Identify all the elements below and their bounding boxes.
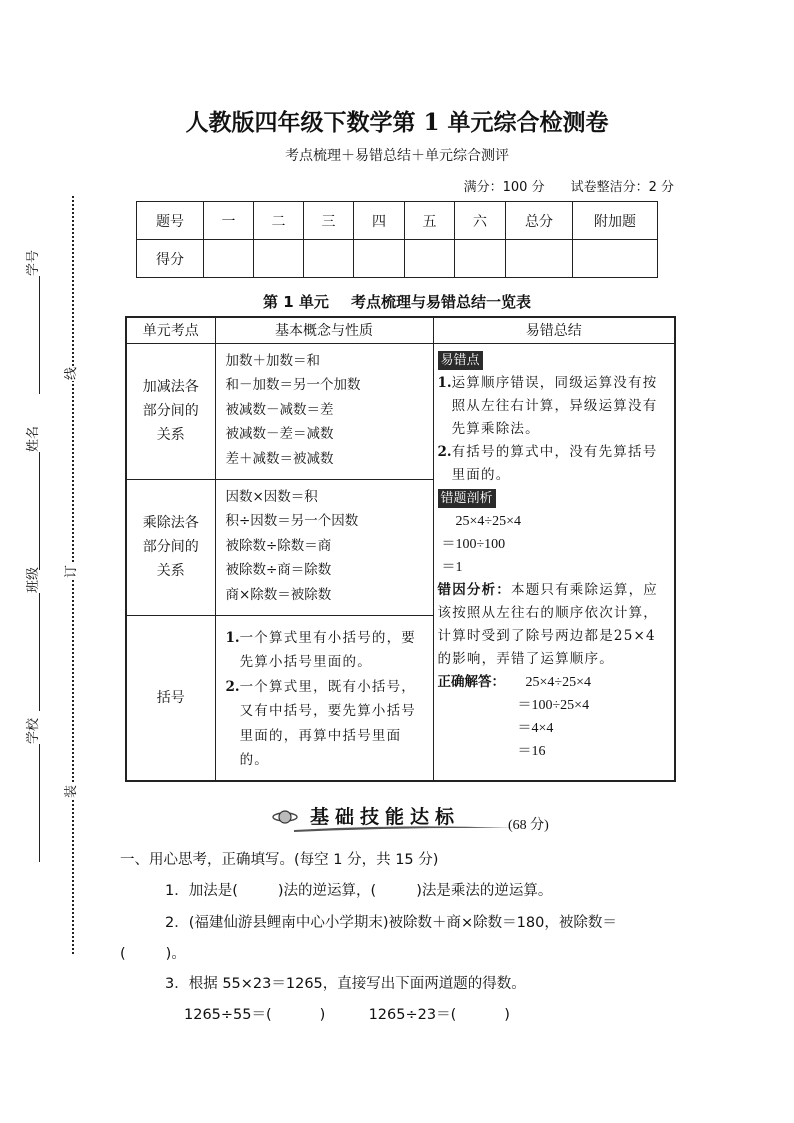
concept-line: 被除数÷除数＝商 — [225, 537, 332, 554]
score-header-cell: 题号 — [137, 202, 204, 240]
score-header-cell: 二 — [254, 202, 304, 240]
cut-char-xian: 线 — [60, 366, 79, 381]
score-meta — [464, 176, 674, 195]
score-header-cell: 一 — [204, 202, 254, 240]
concept-line: 积÷因数＝另一个因数 — [225, 513, 359, 529]
question-2: 2．(福建仙游县鲤南中心小学期末)被除数＋商×除数＝180，被除数＝ — [165, 915, 617, 931]
concept-cell — [215, 615, 433, 781]
topic-line: 加减法各 — [142, 379, 199, 395]
page-title: 人教版四年级下数学第 1 单元综合检测卷 — [185, 109, 609, 136]
banner-title: 基础技能达标 — [310, 806, 461, 828]
topic-cell — [126, 479, 215, 615]
score-cell[interactable] — [405, 240, 455, 278]
cut-char-zhuang: 装 — [60, 784, 79, 799]
summary-row-addsub — [126, 343, 675, 479]
binding-margin — [0, 0, 110, 1123]
correct-answer-line: ＝4×4 — [517, 720, 554, 736]
score-cell[interactable] — [455, 240, 506, 278]
correct-answer-line: ＝100÷25×4 — [517, 697, 590, 713]
topic-line: 部分间的 — [142, 539, 199, 555]
class-field[interactable] — [22, 567, 41, 713]
error-cause-label: 错因分析： — [437, 581, 511, 598]
concept-line: 商×除数＝被除数 — [225, 586, 332, 603]
error-item-text: 有括号的算式中，没有先算括号里面的。 — [451, 443, 658, 483]
bracket-rule-number: 1. — [225, 629, 240, 646]
question-3-sub — [184, 1003, 510, 1024]
name-line — [28, 452, 40, 570]
bracket-rule-text: 一个算式里有小括号的，要先算小括号里面的。 — [239, 629, 416, 670]
section-1-heading: 一、用心思考，正确填写。(每空 1 分，共 15 分) — [120, 852, 439, 868]
score-cell[interactable] — [204, 240, 254, 278]
error-item-text: 运算顺序错误，同级运算没有按照从左往右计算，异级运算没有先算乘除法。 — [451, 374, 658, 437]
score-header-cell: 总分 — [506, 202, 573, 240]
score-value-row — [137, 240, 658, 278]
score-cell[interactable] — [354, 240, 405, 278]
question-1 — [165, 879, 552, 900]
score-table — [136, 201, 658, 278]
topic-line: 关系 — [156, 563, 185, 579]
bracket-rule — [226, 675, 429, 773]
student-id-field[interactable] — [22, 250, 41, 396]
full-score: 满分：100 分 — [463, 180, 545, 195]
score-row-label: 得分 — [137, 240, 204, 278]
wrong-calc-line: ＝100÷100 — [441, 536, 506, 552]
school-label: 学校 — [26, 717, 41, 744]
topic-line: 乘除法各 — [142, 515, 199, 531]
concept-cell — [215, 479, 433, 615]
wrong-calc-line: 25×4÷25×4 — [455, 513, 521, 529]
question-1-text: )法是乘法的逆运算。 — [416, 883, 553, 899]
name-field[interactable] — [22, 426, 41, 572]
concept-line: 因数×因数＝积 — [225, 488, 318, 505]
score-header-cell: 四 — [354, 202, 405, 240]
score-cell[interactable] — [304, 240, 354, 278]
topic-line: 括号 — [156, 689, 185, 706]
score-cell[interactable] — [506, 240, 573, 278]
correct-answer-line: 25×4÷25×4 — [525, 674, 591, 690]
cut-char-ding: 订 — [60, 564, 79, 579]
error-cause-text: 本题只有乘除运算，应该按照从左往右的顺序依次计算，计算时受到了除号两边都是25×4 的影响，弄错了运算顺序。 — [437, 581, 658, 667]
topic-line: 部分间的 — [142, 403, 199, 419]
score-cell[interactable] — [573, 240, 658, 278]
school-line — [28, 744, 40, 862]
summary-table — [125, 316, 676, 782]
topic-line: 关系 — [156, 427, 185, 443]
bracket-rule-text: 一个算式里，既有小括号，又有中括号，要先算小括号里面的，再算中括号里面的。 — [239, 678, 416, 768]
score-header-cell: 附加题 — [573, 202, 658, 240]
error-cause — [438, 579, 671, 671]
student-id-label: 学号 — [26, 249, 41, 276]
correct-answer-line: ＝16 — [517, 743, 546, 759]
section-banner — [272, 802, 562, 832]
concept-line: 被减数－差＝减数 — [225, 426, 334, 442]
summary-header-row — [126, 317, 675, 343]
topic-cell — [126, 343, 215, 479]
concept-line: 加数＋加数＝和 — [225, 352, 320, 369]
score-header-cell: 六 — [455, 202, 506, 240]
question-3b-text: ) — [504, 1007, 510, 1023]
summary-title-unit: 第 1 单元 — [263, 293, 329, 311]
concept-line: 差＋减数＝被减数 — [225, 450, 334, 467]
score-header-cell: 三 — [304, 202, 354, 240]
concept-line: 被减数－减数＝差 — [225, 401, 334, 418]
score-header-cell: 五 — [405, 202, 455, 240]
question-3a-text: ) — [319, 1007, 326, 1023]
school-field[interactable] — [22, 718, 41, 864]
banner-score: (68 分) — [508, 818, 549, 833]
wrong-calc-line: ＝1 — [441, 559, 463, 575]
bracket-rule-number: 2. — [225, 678, 240, 695]
name-label: 姓名 — [26, 425, 41, 452]
question-3a-text: 1265÷55＝( — [184, 1007, 272, 1023]
summary-header-cell: 单元考点 — [126, 317, 215, 343]
page-subtitle: 考点梳理＋易错总结＋单元综合测评 — [285, 148, 509, 164]
error-analysis-badge: 错题剖析 — [438, 489, 496, 508]
question-2-text: )。 — [165, 946, 186, 962]
concept-cell — [215, 343, 433, 479]
question-3b-text: 1265÷23＝( — [368, 1007, 457, 1023]
correct-answer-label: 正确解答： — [437, 673, 505, 690]
error-summary-cell — [433, 343, 675, 781]
question-2-text: ( — [120, 946, 126, 962]
class-label: 班级 — [26, 566, 41, 593]
concept-line: 被除数÷商＝除数 — [225, 562, 332, 578]
class-line — [28, 593, 40, 711]
summary-title — [0, 291, 794, 312]
error-item — [438, 372, 671, 441]
score-cell[interactable] — [254, 240, 304, 278]
summary-header-cell: 基本概念与性质 — [215, 317, 433, 343]
question-2-cont — [120, 942, 186, 963]
question-1-text: 1．加法是( — [165, 883, 238, 899]
concept-line: 和－加数＝另一个加数 — [225, 377, 361, 393]
summary-header-cell: 易错总结 — [433, 317, 675, 343]
summary-title-text: 考点梳理与易错总结一览表 — [350, 293, 531, 311]
error-points-badge: 易错点 — [438, 351, 483, 370]
error-item — [438, 441, 671, 487]
error-item-number: 2. — [437, 443, 452, 460]
bracket-rule — [226, 626, 429, 675]
error-item-number: 1. — [437, 374, 452, 391]
topic-cell — [126, 615, 215, 781]
correct-answer — [438, 671, 671, 694]
question-3: 3．根据 55×23＝1265，直接写出下面两道题的得数。 — [165, 976, 526, 992]
question-1-text: )法的逆运算，( — [277, 883, 377, 899]
score-header-row — [137, 202, 658, 240]
neat-score: 试卷整洁分：2 分 — [570, 180, 674, 195]
